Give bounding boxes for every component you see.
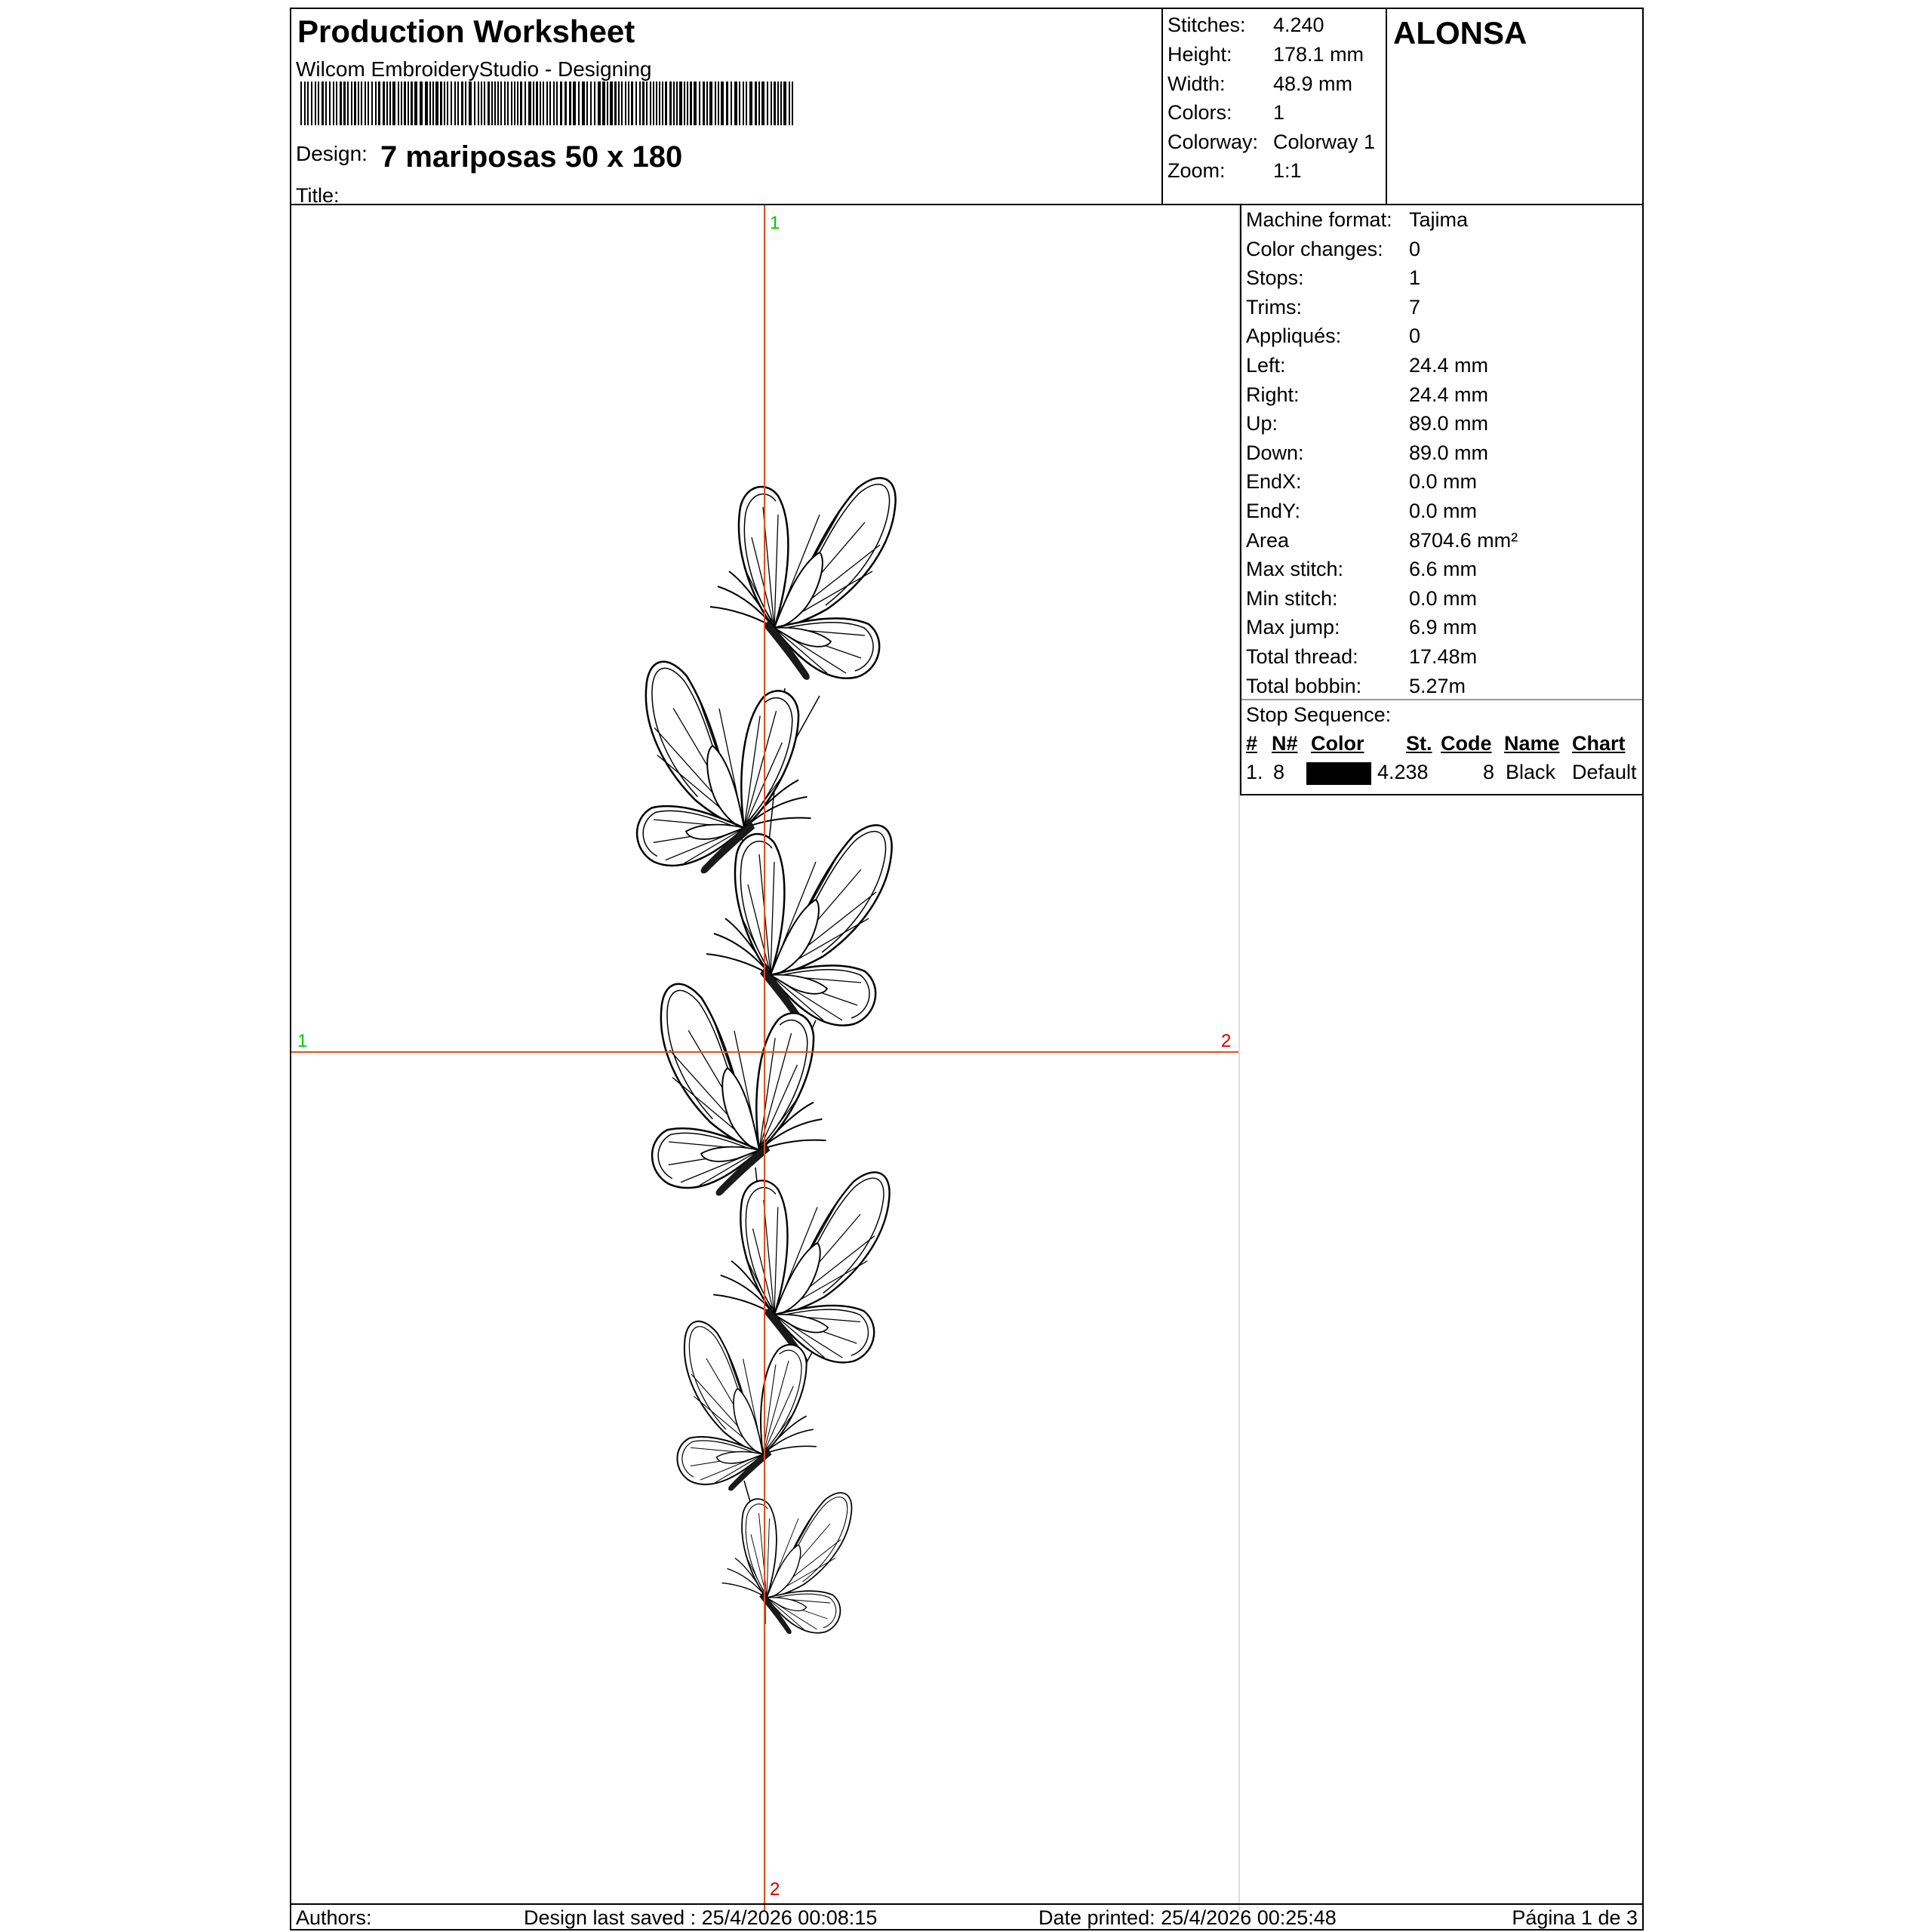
barcode-bar bbox=[586, 82, 588, 125]
barcode-bar bbox=[398, 82, 399, 125]
barcode-bar bbox=[371, 82, 373, 125]
stat-value: 89.0 mm bbox=[1409, 412, 1489, 435]
barcode-bar bbox=[469, 82, 472, 125]
stat-label: Up: bbox=[1246, 412, 1278, 435]
stat-value: 17.48m bbox=[1409, 645, 1478, 668]
barcode-bar bbox=[435, 82, 438, 125]
barcode-bar bbox=[676, 82, 678, 125]
barcode-bar bbox=[758, 82, 760, 125]
brand-name: ALONSA bbox=[1393, 15, 1527, 51]
seq-header-chart: Chart bbox=[1572, 732, 1626, 755]
barcode-bar bbox=[687, 82, 688, 125]
barcode-bar bbox=[635, 82, 637, 125]
horizontal-axis-start-label: 1 bbox=[297, 1031, 308, 1051]
barcode-bar bbox=[304, 82, 306, 125]
barcode-bar bbox=[549, 82, 551, 125]
barcode-bar bbox=[573, 82, 576, 125]
barcode-bar bbox=[565, 82, 567, 125]
barcode-bar bbox=[780, 82, 782, 125]
barcode-bar bbox=[465, 82, 466, 125]
barcode-bar bbox=[703, 82, 705, 125]
barcode-bar bbox=[771, 82, 772, 125]
summary-colorway-value: Colorway 1 bbox=[1273, 131, 1376, 153]
barcode-bar bbox=[474, 82, 475, 125]
barcode-bar bbox=[411, 82, 413, 125]
stat-value: 0 bbox=[1409, 237, 1421, 260]
barcode-bar bbox=[653, 82, 654, 125]
barcode-bar bbox=[639, 82, 641, 125]
barcode-bar bbox=[528, 82, 531, 125]
barcode-bar bbox=[481, 82, 482, 125]
barcode-bar bbox=[706, 82, 708, 125]
barcode-bar bbox=[488, 82, 490, 125]
barcode-bar bbox=[662, 82, 663, 125]
stat-value: 89.0 mm bbox=[1409, 441, 1489, 464]
butterfly-5 bbox=[713, 1172, 889, 1364]
stat-value: 0.0 mm bbox=[1409, 586, 1478, 610]
barcode-bar bbox=[507, 82, 509, 125]
summary-zoom-value: 1:1 bbox=[1273, 159, 1302, 182]
stat-value: 0.0 mm bbox=[1409, 500, 1478, 522]
barcode-bar bbox=[365, 82, 366, 125]
barcode-bar bbox=[440, 82, 442, 125]
barcode-bar bbox=[536, 82, 538, 125]
barcode-bar bbox=[734, 82, 737, 125]
barcode-bar bbox=[454, 82, 456, 125]
barcode-bar bbox=[598, 82, 601, 125]
title-label: Title: bbox=[296, 184, 340, 207]
stat-label: EndY: bbox=[1246, 500, 1301, 522]
barcode-bar bbox=[478, 82, 479, 125]
summary-stitches-value: 4.240 bbox=[1273, 14, 1324, 36]
barcode-bar bbox=[378, 82, 380, 125]
barcode-bar bbox=[347, 82, 349, 125]
barcode-bar bbox=[315, 82, 316, 125]
barcode-bar bbox=[709, 82, 712, 125]
butterfly-2 bbox=[616, 659, 833, 890]
stat-label: Total bobbin: bbox=[1246, 674, 1362, 697]
barcode-bar bbox=[300, 82, 302, 125]
barcode-bar bbox=[746, 82, 747, 125]
barcode-bar bbox=[625, 82, 626, 125]
barcode-bar bbox=[556, 82, 558, 125]
barcode-bar bbox=[457, 82, 459, 125]
brand-panel bbox=[1387, 9, 1642, 205]
vertical-axis-end-label: 2 bbox=[770, 1879, 780, 1900]
stat-value: 6.9 mm bbox=[1409, 616, 1478, 639]
barcode-bar bbox=[659, 82, 660, 125]
stop-sequence-divider bbox=[1241, 699, 1642, 700]
barcode-bar bbox=[631, 82, 633, 125]
butterfly-1 bbox=[710, 478, 896, 680]
stat-label: Max jump: bbox=[1246, 616, 1340, 639]
stat-label: Min stitch: bbox=[1246, 586, 1338, 610]
stat-value: 8704.6 mm² bbox=[1409, 528, 1518, 552]
barcode-bar bbox=[361, 82, 362, 125]
barcode-bar bbox=[546, 82, 548, 125]
barcode-bar bbox=[755, 82, 757, 125]
vertical-axis-start-label: 1 bbox=[770, 213, 780, 233]
summary-zoom-label: Zoom: bbox=[1168, 159, 1226, 182]
barcode-bar bbox=[494, 82, 496, 125]
barcode-bar bbox=[404, 82, 406, 125]
barcode-bar bbox=[618, 82, 620, 125]
stat-label: Machine format: bbox=[1246, 208, 1392, 231]
summary-colors-label: Colors: bbox=[1168, 101, 1232, 124]
butterfly-3 bbox=[706, 825, 892, 1027]
barcode-bar bbox=[321, 82, 324, 125]
footer-last-saved: Design last saved : 25/4/2026 00:08:15 bbox=[524, 1906, 878, 1929]
barcode-bar bbox=[789, 82, 790, 125]
stat-value: 24.4 mm bbox=[1409, 354, 1489, 377]
summary-width-value: 48.9 mm bbox=[1273, 72, 1353, 95]
seq-row-num: 1. bbox=[1246, 761, 1263, 783]
design-preview bbox=[291, 205, 1240, 1911]
stat-label: Stops: bbox=[1246, 266, 1304, 290]
butterfly-7 bbox=[722, 1493, 852, 1634]
barcode-bar bbox=[690, 82, 692, 125]
barcode-bar bbox=[511, 82, 512, 125]
seq-row-stitches: 4.238 bbox=[1377, 761, 1429, 783]
barcode-image bbox=[300, 82, 795, 125]
design-summary-panel bbox=[1163, 9, 1387, 205]
barcode-bar bbox=[354, 82, 356, 125]
barcode-bar bbox=[669, 82, 672, 125]
footer-bar bbox=[291, 1903, 1642, 1930]
stat-label: Appliqués: bbox=[1246, 325, 1342, 348]
barcode-bar bbox=[673, 82, 675, 125]
barcode-bar bbox=[533, 82, 534, 125]
barcode-bar bbox=[614, 82, 617, 125]
barcode-bar bbox=[514, 82, 515, 125]
barcode-bar bbox=[375, 82, 377, 125]
barcode-bar bbox=[517, 82, 518, 125]
barcode-bar bbox=[743, 82, 744, 125]
barcode-bar bbox=[578, 82, 580, 125]
seq-row-name: Black bbox=[1506, 761, 1556, 783]
stat-label: Color changes: bbox=[1246, 237, 1383, 260]
barcode-bar bbox=[792, 82, 793, 125]
barcode-bar bbox=[420, 82, 423, 125]
seq-header-num: # bbox=[1246, 732, 1258, 755]
barcode-bar bbox=[386, 82, 388, 125]
barcode-bar bbox=[432, 82, 434, 125]
barcode-bar bbox=[520, 82, 522, 125]
barcode-bar bbox=[590, 82, 592, 125]
design-preview-svg bbox=[291, 205, 1238, 1911]
footer-page-number: Página 1 de 3 bbox=[1512, 1906, 1638, 1929]
barcode-bar bbox=[307, 82, 309, 125]
barcode-bar bbox=[325, 82, 327, 125]
barcode-bar bbox=[684, 82, 685, 125]
barcode-bar bbox=[767, 82, 768, 125]
barcode-bar bbox=[607, 82, 608, 125]
horizontal-axis-end-label: 2 bbox=[1221, 1031, 1232, 1051]
barcode-bar bbox=[425, 82, 428, 125]
machine-stats-panel bbox=[1240, 205, 1642, 795]
barcode-bar bbox=[525, 82, 526, 125]
barcode-bar bbox=[656, 82, 657, 125]
summary-colorway-label: Colorway: bbox=[1168, 131, 1259, 153]
barcode-bar bbox=[718, 82, 719, 125]
barcode-bar bbox=[610, 82, 613, 125]
barcode-bar bbox=[540, 82, 541, 125]
summary-width-label: Width: bbox=[1168, 72, 1226, 95]
barcode-bar bbox=[484, 82, 485, 125]
barcode-bar bbox=[642, 82, 645, 125]
barcode-bar bbox=[646, 82, 648, 125]
barcode-bar bbox=[699, 82, 700, 125]
barcode-bar bbox=[621, 82, 623, 125]
stat-label: Total thread: bbox=[1246, 645, 1358, 668]
barcode-bar bbox=[582, 82, 585, 125]
barcode-bar bbox=[628, 82, 629, 125]
barcode-bar bbox=[694, 82, 697, 125]
footer-authors: Authors: bbox=[296, 1906, 372, 1929]
barcode-bar bbox=[389, 82, 391, 125]
barcode-bar bbox=[461, 82, 463, 125]
stat-label: Area bbox=[1246, 528, 1290, 552]
barcode-bar bbox=[553, 82, 555, 125]
barcode-bar bbox=[500, 82, 502, 125]
barcode-bar bbox=[650, 82, 651, 125]
stat-value: 0 bbox=[1409, 325, 1421, 348]
barcode-bar bbox=[739, 82, 740, 125]
stat-label: Trims: bbox=[1246, 295, 1302, 318]
barcode-bar bbox=[602, 82, 605, 125]
barcode-bar bbox=[721, 82, 724, 125]
worksheet-title: Production Worksheet bbox=[297, 14, 635, 49]
barcode-bar bbox=[414, 82, 417, 125]
barcode-bar bbox=[336, 82, 337, 125]
barcode-bar bbox=[408, 82, 409, 125]
stop-sequence-title: Stop Sequence: bbox=[1246, 703, 1392, 726]
color-swatch bbox=[1306, 762, 1371, 785]
barcode-bar bbox=[318, 82, 319, 125]
seq-row-chart: Default bbox=[1572, 761, 1637, 783]
barcode-bar bbox=[594, 82, 595, 125]
barcode-bar bbox=[761, 82, 764, 125]
barcode-bar bbox=[392, 82, 395, 125]
stat-value: 1 bbox=[1409, 266, 1421, 290]
production-worksheet bbox=[290, 8, 1644, 1930]
design-name: 7 mariposas 50 x 180 bbox=[380, 140, 683, 174]
summary-height-value: 178.1 mm bbox=[1273, 43, 1364, 66]
barcode-bar bbox=[726, 82, 728, 125]
seq-row-code: 8 bbox=[1483, 761, 1495, 783]
summary-colors-value: 1 bbox=[1273, 101, 1285, 124]
barcode-bar bbox=[447, 82, 448, 125]
stat-label: Max stitch: bbox=[1246, 558, 1344, 581]
barcode-bar bbox=[715, 82, 716, 125]
barcode-bar bbox=[569, 82, 571, 125]
stat-label: Left: bbox=[1246, 354, 1286, 377]
barcode-bar bbox=[749, 82, 752, 125]
seq-header-name: Name bbox=[1504, 732, 1560, 755]
barcode-bar bbox=[444, 82, 445, 125]
seq-header-code: Code bbox=[1441, 732, 1492, 755]
summary-height-label: Height: bbox=[1168, 43, 1232, 66]
barcode-bar bbox=[497, 82, 499, 125]
stat-value: 24.4 mm bbox=[1409, 383, 1489, 406]
barcode-bar bbox=[560, 82, 562, 125]
seq-header-stitches: St. bbox=[1406, 732, 1432, 755]
stat-value: 0.0 mm bbox=[1409, 470, 1478, 494]
stat-label: Down: bbox=[1246, 441, 1304, 464]
barcode-bar bbox=[679, 82, 682, 125]
barcode-bar bbox=[731, 82, 732, 125]
barcode-bar bbox=[333, 82, 334, 125]
barcode-bar bbox=[368, 82, 369, 125]
barcode-bar bbox=[343, 82, 346, 125]
barcode-bar bbox=[358, 82, 359, 125]
barcode-bar bbox=[329, 82, 331, 125]
barcode-bar bbox=[491, 82, 493, 125]
design-label: Design: bbox=[296, 142, 368, 165]
header-info-panel bbox=[291, 9, 1163, 205]
summary-stitches-label: Stitches: bbox=[1168, 14, 1246, 36]
barcode-bar bbox=[777, 82, 779, 125]
barcode-bar bbox=[665, 82, 667, 125]
barcode-bar bbox=[401, 82, 402, 125]
barcode-bar bbox=[451, 82, 452, 125]
stat-value: 7 bbox=[1409, 295, 1421, 318]
stat-value: 5.27m bbox=[1409, 674, 1466, 697]
seq-row-needle: 8 bbox=[1273, 761, 1285, 783]
software-subtitle: Wilcom EmbroideryStudio - Designing bbox=[296, 57, 652, 81]
seq-header-color: Color bbox=[1311, 732, 1364, 755]
stat-label: EndX: bbox=[1246, 470, 1302, 494]
barcode-bar bbox=[504, 82, 506, 125]
barcode-bar bbox=[383, 82, 385, 125]
barcode-bar bbox=[311, 82, 312, 125]
barcode-bar bbox=[429, 82, 431, 125]
footer-date-printed: Date printed: 25/4/2026 00:25:48 bbox=[1038, 1906, 1337, 1929]
stat-value: 6.6 mm bbox=[1409, 558, 1478, 581]
stat-value: Tajima bbox=[1409, 208, 1469, 231]
barcode-bar bbox=[543, 82, 544, 125]
seq-header-needle: N# bbox=[1272, 732, 1298, 755]
barcode-bar bbox=[783, 82, 786, 125]
barcode-bar bbox=[774, 82, 776, 125]
stat-label: Right: bbox=[1246, 383, 1300, 406]
barcode-bar bbox=[340, 82, 342, 125]
barcode-bar bbox=[351, 82, 352, 125]
